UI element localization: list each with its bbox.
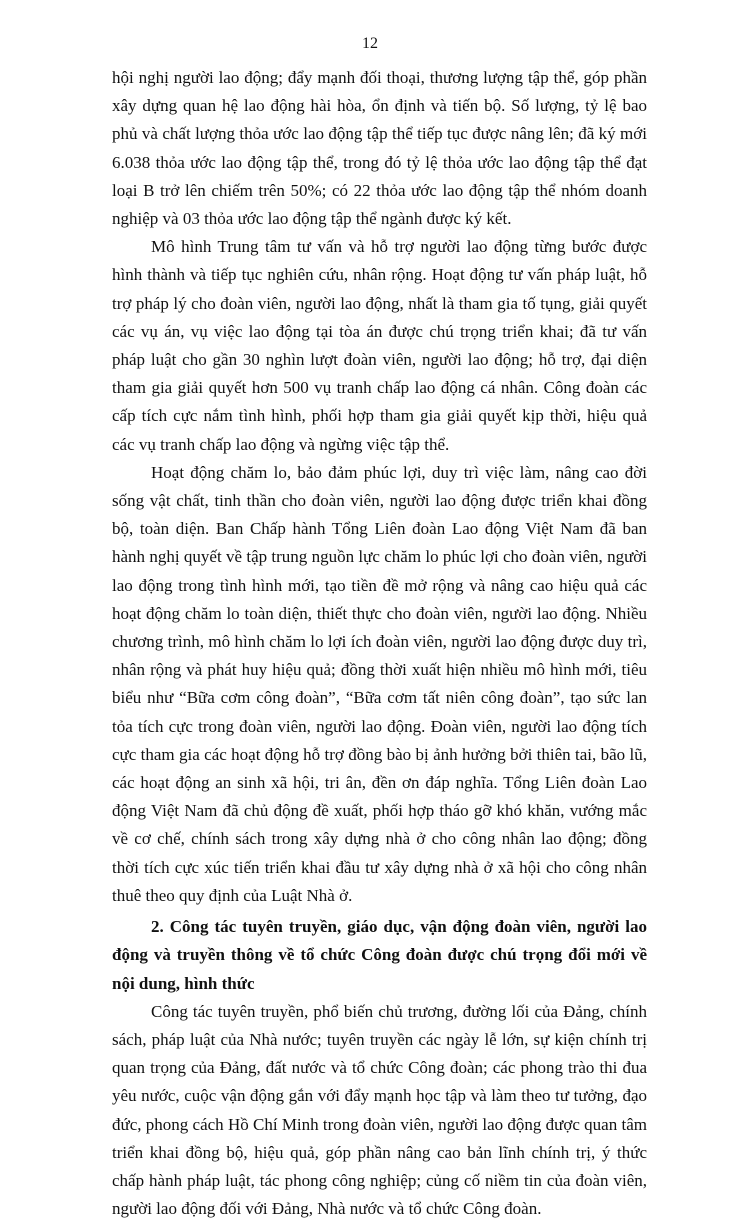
page-number: 12 [362, 35, 378, 52]
paragraph-propaganda: Công tác tuyên truyền, phổ biến chủ trương, đường lối của Đảng, chính sách, pháp luật của Nhà nước; tuyên truyền các ngày lễ lớn, sự kiện chính trị quan trọng của Đảng, đất nước và tổ chức Công đoàn; các phong trào thi đua yêu nước, cuộc vận động gắn với đẩy mạnh học tập và làm theo tư tưởng, đạo đức, phong cách Hồ Chí Minh trong đoàn viên, người lao động được quan tâm triển khai đồng bộ, hiệu quả, góp phần nâng cao bản lĩnh chính trị, ý thức chấp hành pháp luật, tác phong công nghiệp; củng cố niềm tin của đoàn viên, người lao động đối với Đảng, Nhà nước và tổ chức Công đoàn. [112, 1001, 647, 1219]
document-body [112, 64, 647, 1223]
paragraph-collective-agreements: hội nghị người lao động; đẩy mạnh đối thoại, thương lượng tập thể, góp phần xây dựng quan hệ lao động hài hòa, ổn định và tiến bộ. Số lượng, tỷ lệ bao phủ và chất lượng thỏa ước lao động tập thể tiếp tục được nâng lên; đã ký mới 6.038 thỏa ước lao động tập thể, trong đó tỷ lệ thỏa ước lao động tập thể đạt loại B trở lên chiếm trên 50%; có 22 thỏa ước lao động tập thể nhóm doanh nghiệp và 03 thỏa ước lao động tập thể ngành được ký kết. [112, 68, 647, 229]
paragraph-welfare-care: Hoạt động chăm lo, bảo đảm phúc lợi, duy trì việc làm, nâng cao đời sống vật chất, tinh thần cho đoàn viên, người lao động được triển khai đồng bộ, toàn diện. Ban Chấp hành Tổng Liên đoàn Lao động Việt Nam đã ban hành nghị quyết về tập trung nguồn lực chăm lo phúc lợi cho đoàn viên, người lao động trong tình hình mới, tạo tiền đề mở rộng và nâng cao hiệu quả các hoạt động chăm lo toàn diện, thiết thực cho đoàn viên, người lao động. Nhiều chương trình, mô hình chăm lo lợi ích đoàn viên, người lao động được duy trì, nhân rộng và phát huy hiệu quả; đồng thời xuất hiện nhiều mô hình mới, tiêu biểu như “Bữa cơm công đoàn”, “Bữa cơm tất niên công đoàn”, tạo sức lan tỏa tích cực trong đoàn viên, người lao động. Đoàn viên, người lao động tích cực tham gia các hoạt động hỗ trợ đồng bào bị ảnh hưởng bởi thiên tai, bão lũ, các hoạt động an sinh xã hội, tri ân, đền ơn đáp nghĩa. Tổng Liên đoàn Lao động Việt Nam đã chủ động đề xuất, phối hợp tháo gỡ khó khăn, vướng mắc về cơ chế, chính sách trong xây dựng nhà ở cho công nhân lao động; đồng thời tích cực xúc tiến triển khai đầu tư xây dựng nhà ở xã hội cho công nhân thuê theo quy định của Luật Nhà ở. [112, 462, 647, 905]
section-heading: 2. Công tác tuyên truyền, giáo dục, vận động đoàn viên, người lao động và truyền thông về tổ chức Công đoàn được chú trọng đổi mới về nội dung, hình thức [112, 917, 647, 993]
paragraph-legal-support: Mô hình Trung tâm tư vấn và hỗ trợ người lao động từng bước được hình thành và tiếp tục nghiên cứu, nhân rộng. Hoạt động tư vấn pháp luật, hỗ trợ pháp lý cho đoàn viên, người lao động, nhất là tham gia tố tụng, giải quyết các vụ án, vụ việc lao động tại tòa án được chú trọng triển khai; đã tư vấn pháp luật cho gần 30 nghìn lượt đoàn viên, người lao động; hỗ trợ, đại diện tham gia giải quyết hơn 500 vụ tranh chấp lao động cá nhân. Công đoàn các cấp tích cực nắm tình hình, phối hợp tham gia giải quyết kịp thời, hiệu quả các vụ tranh chấp lao động và ngừng việc tập thể. [112, 237, 647, 454]
